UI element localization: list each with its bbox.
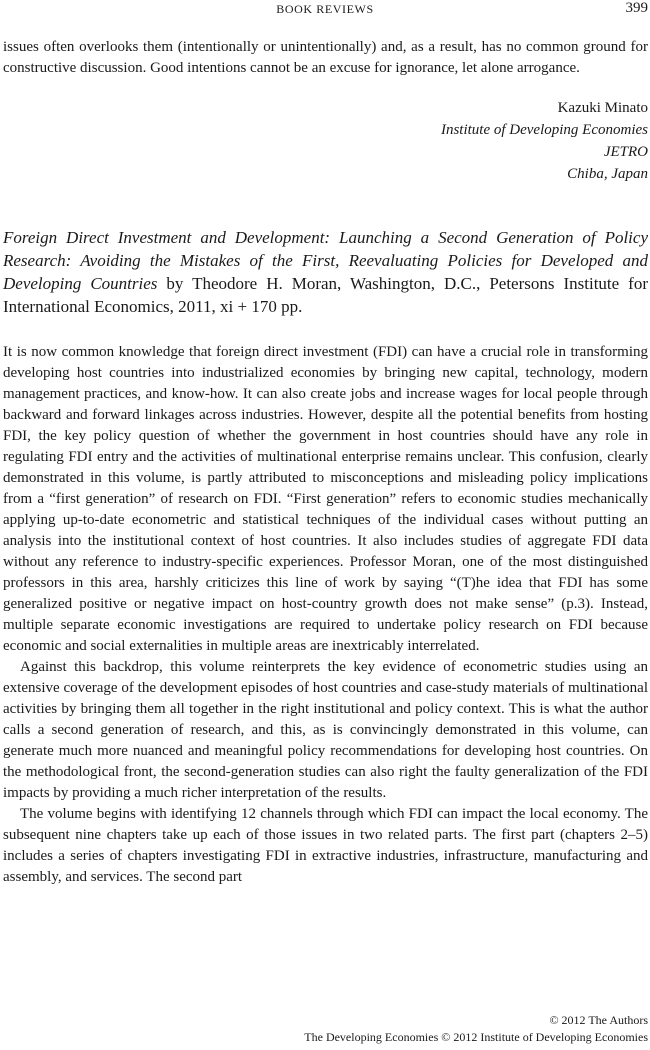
running-head — [0, 0, 650, 20]
reviewer-name: Kazuki Minato — [557, 100, 648, 116]
page-number: 399 — [625, 0, 648, 16]
review-paragraph: Against this backdrop, this volume reinterprets the key evidence of econometric studies using an extensive coverage of the development episodes of host countries and case-study materials of multinational activities by bringing them all together in the right institutional and policy context. This is what the author calls a second generation of research, and this, as is convincingly demonstrated in this volume, can generate much more nuanced and meaningful policy recommendations for developing host countries. On the methodological front, the second-generation studies can also right the faulty generalization of the FDI impacts by providing a much richer interpretation of the results. — [3, 659, 648, 801]
reviewer-institution: Institute of Developing Economies — [440, 122, 648, 138]
review-heading — [3, 226, 648, 318]
copyright-footer — [304, 1012, 648, 1046]
running-title: BOOK REVIEWS — [276, 2, 374, 16]
reviewer-organization: JETRO — [603, 144, 648, 160]
reviewer-signature — [248, 97, 648, 185]
copyright-authors: © 2012 The Authors — [549, 1013, 648, 1027]
previous-review-closing-paragraph: issues often overlooks them (intentionally or unintentionally) and, as a result, has no common ground for constructive discussion. Good intentions cannot be an excuse for ignorance, let alone arrogance. — [3, 39, 648, 76]
book-title: Foreign Direct Investment and Development: Launching a Second Generation of Policy Research: Avoiding the Mistakes of the First, Reevaluating Policies for Developed and Developing Countries — [3, 228, 648, 293]
review-paragraph: The volume begins with identifying 12 channels through which FDI can impact the local economy. The subsequent nine chapters take up each of those issues in two related parts. The first part (chapters 2–5) includes a series of chapters investigating FDI in extractive industries, infrastructure, manufacturing and assembly, and services. The second part — [3, 806, 648, 885]
review-body — [3, 342, 648, 888]
reviewer-location: Chiba, Japan — [567, 166, 648, 182]
copyright-journal: The Developing Economies © 2012 Institute of Developing Economies — [304, 1030, 648, 1044]
book-details: by Theodore H. Moran, Washington, D.C., Petersons Institute for International Economics, 2011, xi + 170 pp. — [3, 274, 648, 316]
review-paragraph: It is now common knowledge that foreign direct investment (FDI) can have a crucial role in transforming developing host countries into industrialized economies by bringing new capital, technology, modern management practices, and know-how. It can also create jobs and increase wages for local people through backward and forward linkages across industries. However, despite all the potential benefits from hosting FDI, the key policy question of whether the government in host countries should have any role in regulating FDI entry and the activities of multinational enterprise remains unclear. This confusion, clearly demonstrated in this volume, is partly attributed to misconceptions and misleading policy implications from a “first generation” of research on FDI. “First generation” refers to economic studies mechanically applying up-to-date econometric and statistical techniques of the individual cases without putting an analysis into the institutional context of host countries. It also includes studies of aggregate FDI data without any reference to industry-specific experiences. Professor Moran, one of the most distinguished professors in this area, harshly criticizes this line of work by saying “(T)he idea that FDI has some generalized positive or negative impact on host-country growth does not make sense” (p.3). Instead, multiple separate economic investigations are required to undertake policy research on FDI because economic and social externalities in multiple areas are inextricably interrelated. — [3, 344, 648, 654]
